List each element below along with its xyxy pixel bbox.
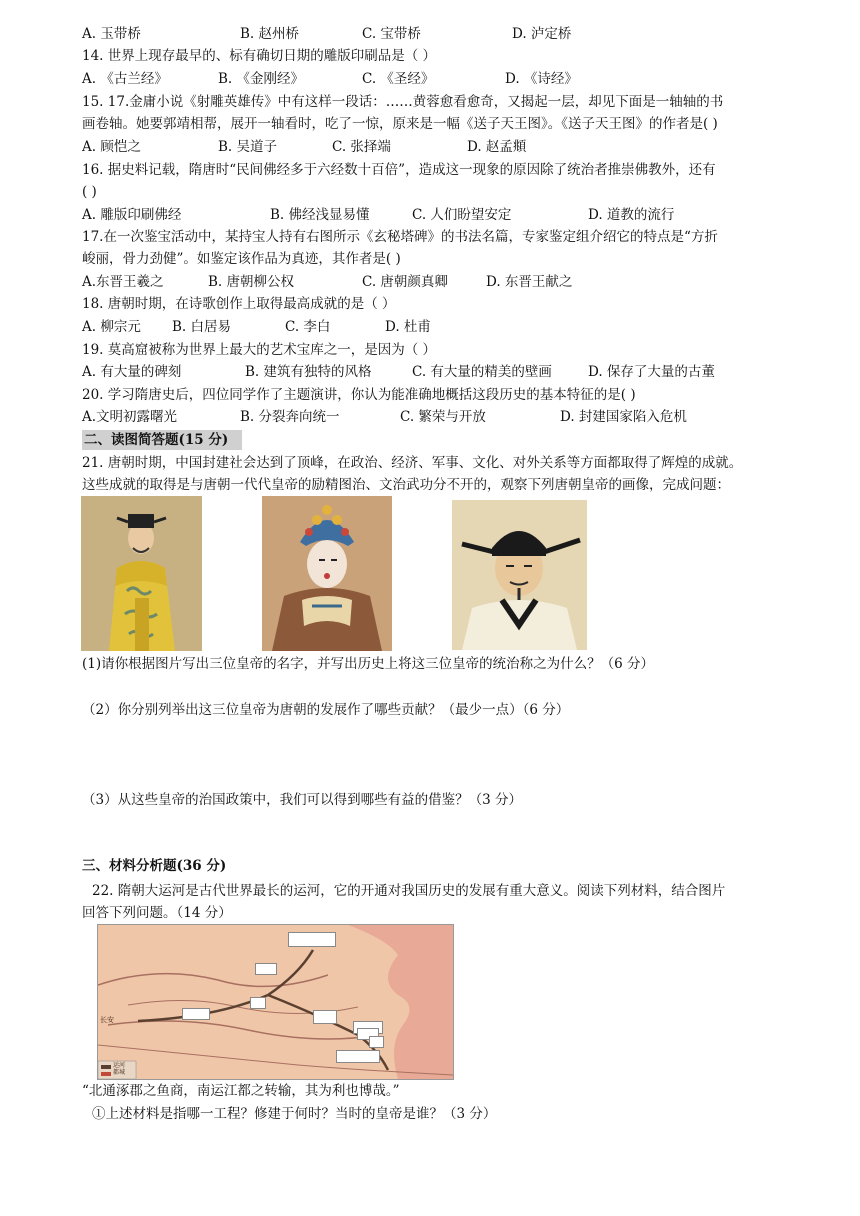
q17-option-b: B. 唐朝柳公权 [208, 274, 295, 290]
map-label-box-8 [336, 1050, 380, 1063]
q17-option-c: C. 唐朝颜真卿 [362, 274, 448, 290]
q17-stem-1: 17.在一次鉴宝活动中，某持宝人持有右图所示《玄秘塔碑》的书法名篇，专家鉴定组介绍它的特点是“方折 [82, 229, 718, 245]
map-legend-item-1: 运河 [113, 1062, 126, 1069]
q14-option-c: C. 《圣经》 [362, 71, 435, 87]
map-label-box-5 [313, 1010, 337, 1024]
q18-stem: 18. 唐朝时期，在诗歌创作上取得最高成就的是（ ） [82, 296, 396, 312]
q17-option-a: A.东晋王羲之 [82, 274, 164, 290]
q14-option-b: B. 《金刚经》 [218, 71, 305, 87]
map-label-box-2 [255, 963, 277, 975]
map-legend-item-2: 都城 [113, 1069, 126, 1076]
q17-option-d: D. 东晋王献之 [486, 274, 573, 290]
q21-sub3: （3）从这些皇帝的治国政策中，我们可以得到哪些有益的借鉴？（3 分） [82, 792, 522, 808]
q21-stem-2: 这些成就的取得是与唐朝一代代皇帝的励精图治、文治武功分不开的，观察下列唐朝皇帝的画像，完成问题： [82, 477, 730, 493]
q13-option-b: B. 赵州桥 [240, 26, 300, 42]
q20-option-d: D. 封建国家陷入危机 [560, 409, 687, 425]
q21-sub1: (1)请你根据图片写出三位皇帝的名字，并写出历史上将这三位皇帝的统治称之为什么？（6 分） [82, 656, 655, 672]
q22-stem-1: 22. 隋朝大运河是古代世界最长的运河，它的开通对我国历史的发展有重大意义。阅读下列材料，结合图片 [92, 883, 726, 899]
q14-option-a: A. 《古兰经》 [82, 71, 168, 87]
q22-stem-2: 回答下列问题。（14 分） [82, 905, 232, 921]
q22-quote: “北通涿郡之鱼商，南运江都之转输，其为利也博哉。” [82, 1083, 400, 1099]
q18-option-d: D. 杜甫 [385, 319, 431, 335]
emperor-portrait-3 [452, 500, 587, 650]
q15-option-d: D. 赵孟頫 [467, 139, 527, 155]
grand-canal-map [97, 924, 454, 1080]
q16-option-d: D. 道教的流行 [588, 207, 675, 223]
section2-title: 二、读图简答题(15 分) [82, 430, 242, 450]
q16-option-a: A. 雕版印刷佛经 [82, 207, 182, 223]
q15-option-b: B. 吴道子 [218, 139, 278, 155]
map-label-box-9 [369, 1036, 384, 1048]
q20-option-b: B. 分裂奔向统一 [240, 409, 340, 425]
q19-stem: 19. 莫高窟被称为世界上最大的艺术宝库之一，是因为（ ） [82, 342, 437, 358]
q19-option-c: C. 有大量的精美的壁画 [412, 364, 552, 380]
q16-stem-2: ( ) [82, 184, 97, 200]
q19-option-a: A. 有大量的碑刻 [82, 364, 182, 380]
map-label-box-4 [182, 1008, 210, 1020]
q16-option-b: B. 佛经浅显易懂 [270, 207, 370, 223]
q15-option-c: C. 张择端 [332, 139, 391, 155]
q15-option-a: A. 顾恺之 [82, 139, 141, 155]
q18-option-a: A. 柳宗元 [82, 319, 141, 335]
q16-option-c: C. 人们盼望安定 [412, 207, 512, 223]
q14-option-d: D. 《诗经》 [505, 71, 578, 87]
section3-title: 三、材料分析题(36 分) [82, 858, 227, 874]
q17-stem-2: 峻丽，骨力劲健”。如鉴定该作品为真迹，其作者是( ) [82, 251, 401, 267]
q18-option-c: C. 李白 [285, 319, 331, 335]
q13-option-a: A. 玉带桥 [82, 26, 141, 42]
q21-stem-1: 21. 唐朝时期，中国封建社会达到了顶峰，在政治、经济、军事、文化、对外关系等方面都取得了辉煌的成就。 [82, 455, 743, 471]
map-label-box-1 [288, 932, 336, 947]
q13-option-c: C. 宝带桥 [362, 26, 421, 42]
q20-option-c: C. 繁荣与开放 [400, 409, 486, 425]
map-legend [113, 1062, 125, 1076]
q19-option-d: D. 保存了大量的古董 [588, 364, 715, 380]
map-label-box-3 [250, 997, 266, 1009]
q21-sub2: （2）你分别列举出这三位皇帝为唐朝的发展作了哪些贡献？（最少一点）（6 分） [82, 702, 570, 718]
map-label-changan: 长安 [100, 1016, 114, 1024]
q13-option-d: D. 泸定桥 [512, 26, 572, 42]
q19-option-b: B. 建筑有独特的风格 [245, 364, 372, 380]
q16-stem-1: 16. 据史料记载，隋唐时“民间佛经多于六经数十百倍”，造成这一现象的原因除了统治者推崇佛教外，还有 [82, 162, 716, 178]
q18-option-b: B. 白居易 [172, 319, 232, 335]
q15-stem-1: 15. 17.金庸小说《射雕英雄传》中有这样一段话：……黄蓉愈看愈奇，又揭起一层，却见下面是一轴轴的书 [82, 94, 724, 110]
q20-stem: 20. 学习隋唐史后，四位同学作了主题演讲，你认为能准确地概括这段历史的基本特征的是( ) [82, 387, 636, 403]
q22-sub1: ①上述材料是指哪一工程？修建于何时？当时的皇帝是谁？（3 分） [92, 1106, 497, 1122]
q20-option-a: A.文明初露曙光 [82, 409, 178, 425]
q14-stem: 14. 世界上现存最早的、标有确切日期的雕版印刷品是（ ） [82, 48, 437, 64]
emperor-portrait-1 [81, 496, 202, 651]
emperor-portrait-2 [262, 496, 392, 651]
q15-stem-2: 画卷轴。她要郭靖相帮，展开一轴看时，吃了一惊，原来是一幅《送子天王图》。《送子天王图》的作者是( ) [82, 116, 718, 132]
